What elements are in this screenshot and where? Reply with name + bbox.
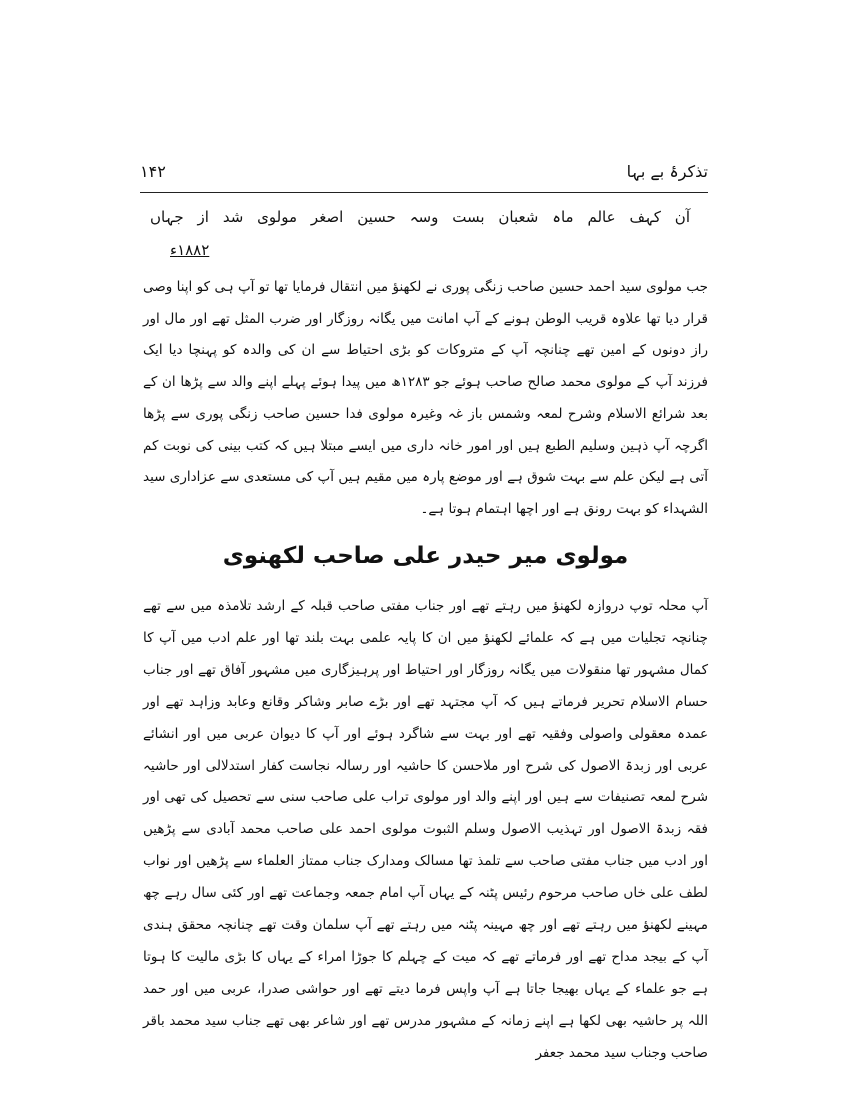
- chronogram-year: ۱۸۸۲ء: [170, 241, 210, 259]
- chronogram-verse: آن کہف عالم ماہ شعبان بست وسہ حسین اصغر مولوی شد از جہاں: [150, 208, 690, 226]
- page-header: [140, 158, 708, 188]
- header-divider: [140, 192, 708, 193]
- page-number: ۱۴۲: [140, 162, 166, 181]
- body-paragraph-2: آپ محلہ توپ دروازہ لکھنؤ میں رہتے تھے اور جناب مفتی صاحب قبلہ کے ارشد تلامذہ میں سے تھے چنانچہ تجلیات میں ہے کہ علمائے لکھنؤ میں ان کا پایہ علمی بہت بلند تھا اور علم ادب میں آپ کا کمال مشہور تھا منقولات میں یگانہ روزگار اور احتیاط اور پرہیزگاری میں مشہور آفاق تھے اور جناب حسام الاسلام تحریر فرماتے ہیں کہ آپ مجتہد تھے اور بڑے صابر وشاکر وقانع وعابد وزاہد تھے اور عمدہ معقولی واصولی وفقیہ تھے اور بہت سے شاگرد ہوئے اور آپ کا دیوان عربی میں اور انشائے عربی اور زبدۃ الاصول کی شرح اور ملاحسن کا حاشیہ اور رسالہ نجاست کفار استدلالی اور حاشیہ شرح لمعہ تصنیفات سے ہیں اور اپنے والد اور مولوی تراب علی صاحب سنی سے تحصیل کی تھی اور فقہ زبدۃ الاصول اور تہذیب الاصول وسلم الثبوت مولوی احمد علی صاحب محمد آبادی سے پڑھیں اور ادب میں جناب مفتی صاحب سے تلمذ تھا مسالک ومدارک جناب ممتاز العلماء سے پڑھیں اور نواب لطف علی خاں صاحب مرحوم رئیس پٹنہ کے یہاں آپ امام جمعہ وجماعت تھے اور کئی سال رہے چھ مہینے لکھنؤ میں رہتے تھے اور چھ مہینہ پٹنہ میں رہتے تھے آپ سلمان وقت تھے چنانچہ محقق ہندی آپ کے بیجد مداح تھے اور فرماتے تھے کہ میت کے چہلم کا جوڑا امراء کے یہاں کا بڑی مالیت کا ہوتا ہے جو علماء کے یہاں بھیجا جاتا ہے آپ واپس فرما دیتے تھے اور حواشی صدرا، عربی میں اور حمد اللہ پر حاشیہ بھی لکھا ہے اپنے زمانہ کے مشہور مدرس تھے اور شاعر بھی تھے جناب سید محمد باقر صاحب وجناب سید محمد جعفر: [143, 598, 708, 1061]
- body-paragraph-1: جب مولوی سید احمد حسین صاحب زنگی پوری نے لکھنؤ میں انتقال فرمایا تھا تو آپ ہی کو اپنا وصی قرار دیا تھا علاوہ قریب الوطن ہونے کے آپ امانت میں یگانہ روزگار اور ضرب المثل تھے اور مال اور راز دونوں کے امین تھے چنانچہ آپ کے متروکات کو بڑی احتیاط سے ان کی والدہ کو پہنچا دیا ایک فرزند آپ کے مولوی محمد صالح صاحب ہوئے جو ۱۲۸۳ھ میں پیدا ہوئے پہلے اپنے والد سے پڑھا ان کے بعد شرائع الاسلام وشرح لمعہ وشمس باز غہ وغیرہ مولوی فدا حسین صاحب زنگی پوری سے پڑھا اگرچہ آپ ذہین وسلیم الطبع ہیں اور امور خانہ داری میں ایسے مبتلا ہیں کہ کتب بینی کی نوبت کم آتی ہے لیکن علم سے بہت شوق ہے اور موضع پارہ میں مقیم ہیں آپ کی مستعدی سے عزاداری سید الشہداء کو بہت رونق ہے اور اچھا اہتمام ہوتا ہے۔: [143, 279, 708, 517]
- section-heading: مولوی میر حیدر علی صاحب لکھنوی: [222, 543, 629, 569]
- running-title: تذکرۂ بے بہا: [626, 162, 708, 181]
